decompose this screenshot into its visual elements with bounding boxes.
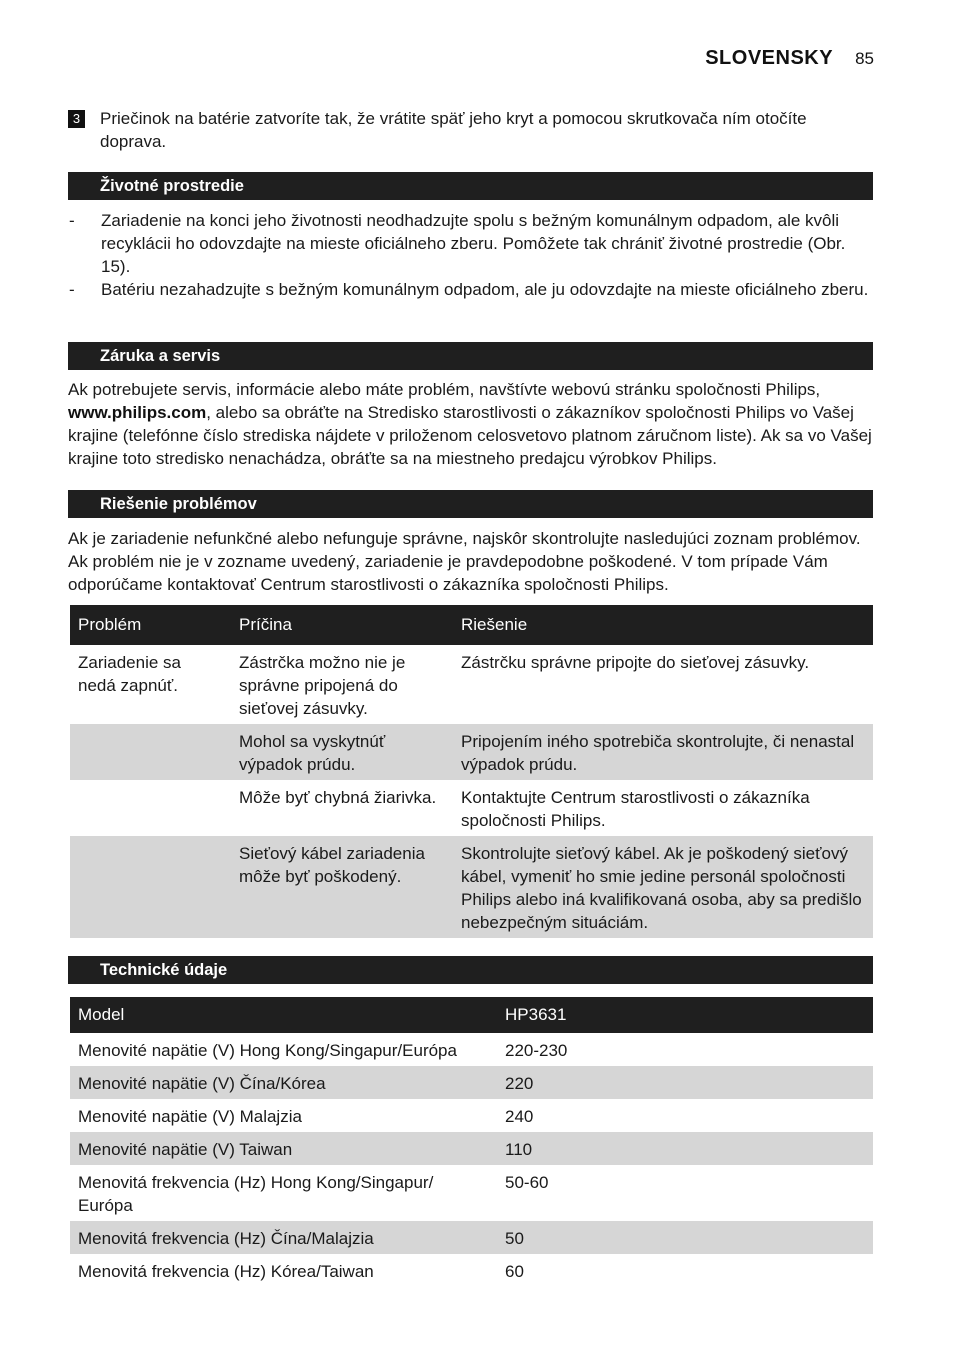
table-row [70,1066,873,1099]
spec-value: 220-230 [505,1041,568,1060]
spec-label: Menovitá frekvencia (Hz) Hong Kong/Singapur/ Európa [78,1173,434,1215]
column-header-problem: Problém [70,605,231,645]
column-header-solution: Riešenie [453,605,873,645]
step-3 [68,108,873,153]
cause-cell: Mohol sa vyskytnúť výpadok prúdu. [231,724,453,780]
table-header-row [70,997,873,1033]
spec-label: Menovité napätie (V) Hong Kong/Singapur/Európa [78,1041,457,1060]
table-row [70,780,873,836]
table-row [70,836,873,938]
troubleshooting-table [70,605,873,938]
cause-cell: Zástrčka možno nie je správne pripojená do sieťovej zásuvky. [239,653,406,718]
problem-cell [70,836,231,938]
page-header [705,47,874,70]
bullet-dash: - [69,211,75,230]
language-label: SLOVENSKY [705,47,834,69]
problem-cell [70,780,231,836]
table-row [70,1033,873,1066]
spec-value: 60 [505,1262,524,1281]
spec-value: 50-60 [505,1173,549,1192]
spec-label: Menovitá frekvencia (Hz) Čína/Malajzia [70,1221,497,1254]
section-title-warranty: Záruka a servis [68,342,873,370]
warranty-paragraph [68,378,873,470]
list-item [68,209,873,278]
spec-label: Menovité napätie (V) Taiwan [70,1132,497,1165]
bullet-dash: - [69,280,75,299]
table-row [70,1221,873,1254]
spec-label: Menovitá frekvencia (Hz) Kórea/Taiwan [78,1262,374,1281]
table-row [70,1165,873,1221]
bullet-text: Batériu nezahadzujte s bežným komunálnym odpadom, ale ju odovzdajte na mieste oficiálneho zberu. [101,280,869,299]
column-header-model-number: HP3631 [497,997,873,1033]
solution-cell: Pripojením iného spotrebiča skontrolujte, či nenastal výpadok prúdu. [453,724,873,780]
warranty-text-before: Ak potrebujete servis, informácie alebo máte problém, navštívte webovú stránku spoločnosti Philips, [68,380,821,399]
table-row [70,724,873,780]
solution-cell: Zástrčku správne pripojte do sieťovej zásuvky. [461,653,810,672]
spec-value: 50 [497,1221,873,1254]
step-number-badge: 3 [68,110,85,128]
table-header-row [70,605,873,645]
column-header-model: Model [70,997,497,1033]
spec-value: 240 [505,1107,534,1126]
environment-bullets [68,209,873,301]
table-row [70,645,873,724]
solution-cell: Skontrolujte sieťový kábel. Ak je poškodený sieťový kábel, vymeniť ho smie jedine personál spoločnosti Philips alebo iná kvalifikovaná osoba, aby sa predišlo nebezpečným situáciám. [453,836,873,938]
warranty-text-after: , alebo sa obráťte na Stredisko starostlivosti o zákazníkov spoločnosti Philips vo Vašej krajine (telefónne číslo strediska nájdete v priloženom celosvetovo platnom záručnom liste). Ak sa vo Vašej krajine toto stredisko nenachádza, obráťte sa na miestneho predajcu výrobkov Philips. [68,403,872,468]
step-text: Priečinok na batérie zatvoríte tak, že vrátite späť jeho kryt a pomocou skrutkovača ním otočíte doprava. [100,109,807,151]
problem-cell [70,724,231,780]
bullet-text: Zariadenie na konci jeho životnosti neodhadzujte spolu s bežným komunálnym odpadom, ale kvôli recyklácii ho odovzdajte na mieste oficiálneho zberu. Pomôžete tak chrániť životné prostredie (Obr. 15). [101,211,846,276]
problem-cell: Zariadenie sa nedá zapnúť. [78,653,182,695]
spec-value: 110 [497,1132,873,1165]
spec-value: 220 [497,1066,873,1099]
list-item [68,278,873,301]
table-row [70,1132,873,1165]
troubleshooting-intro: Ak je zariadenie nefunkčné alebo nefunguje správne, najskôr skontrolujte nasledujúci zoznam problémov. Ak problém nie je v zozname uvedený, zariadenie je pravdepodobne poškodené. V tom prípade Vám odporúčame kontaktovať Centrum starostlivosti o zákazníka spoločnosti Philips. [68,529,861,594]
section-title-technical-data: Technické údaje [68,956,873,984]
cause-cell: Sieťový kábel zariadenia môže byť poškodený. [231,836,453,938]
philips-website-link[interactable]: www.philips.com [68,403,207,422]
cause-cell: Môže byť chybná žiarivka. [239,788,437,807]
spec-label: Menovité napätie (V) Čína/Kórea [70,1066,497,1099]
spec-label: Menovité napätie (V) Malajzia [78,1107,302,1126]
technical-data-table [70,997,873,1287]
table-row [70,1254,873,1287]
table-row [70,1099,873,1132]
section-title-troubleshooting: Riešenie problémov [68,490,873,518]
column-header-cause: Príčina [231,605,453,645]
page-number: 85 [855,49,874,68]
section-title-environment: Životné prostredie [68,172,873,200]
solution-cell: Kontaktujte Centrum starostlivosti o zákazníka spoločnosti Philips. [461,788,810,830]
